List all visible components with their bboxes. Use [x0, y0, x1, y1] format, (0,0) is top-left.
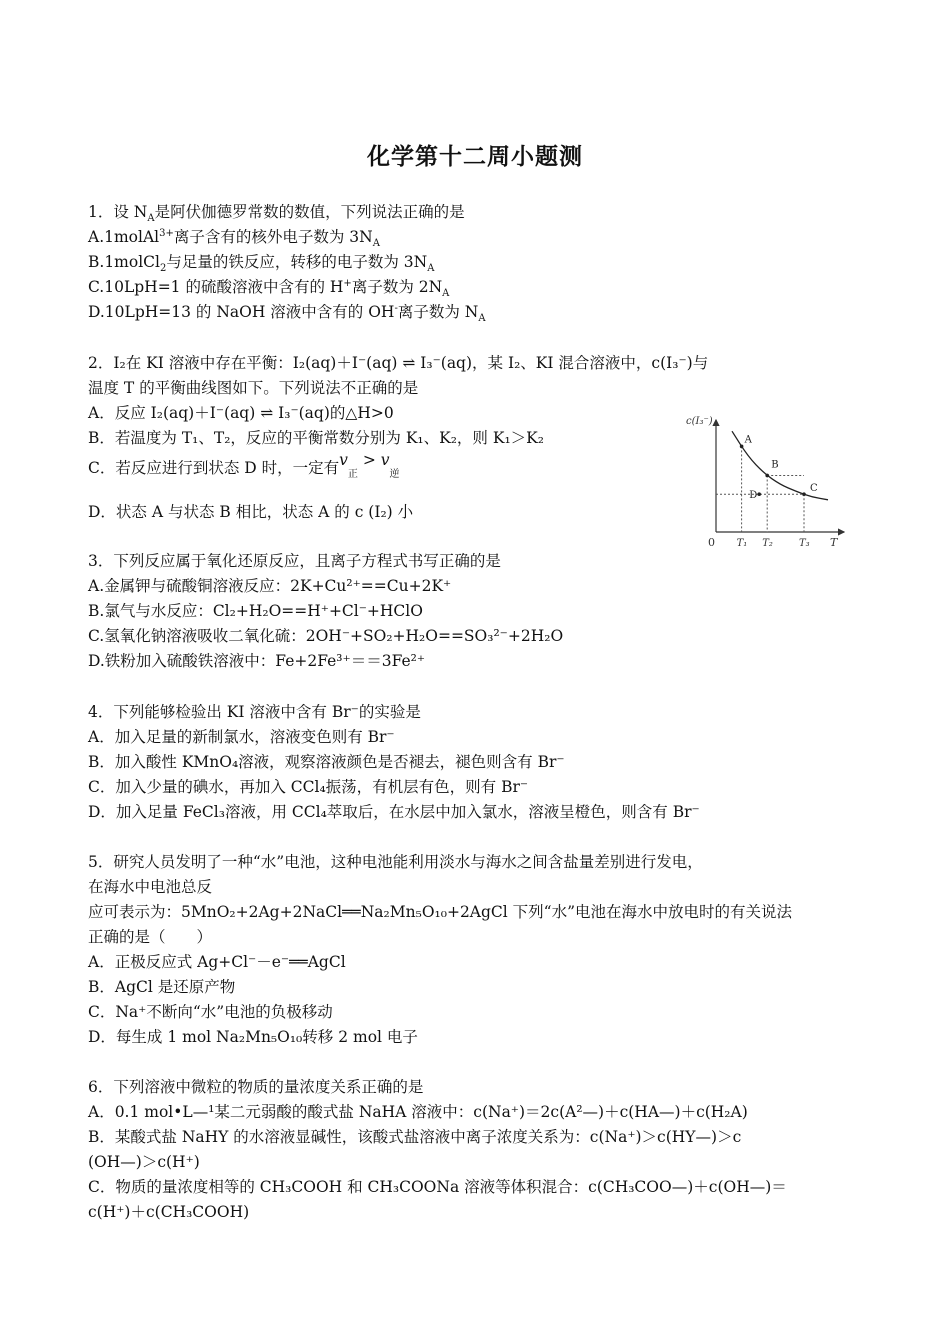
q6-option-b-line1: B．某酸式盐 NaHY 的水溶液显碱性，该酸式盐溶液中离子浓度关系为：c(Na⁺)＞c(HY—)＞c — [88, 1128, 742, 1146]
q5-option-c: C．Na⁺不断向“水”电池的负极移动 — [88, 1003, 333, 1021]
q4-stem: 4．下列能够检验出 KI 溶液中含有 Br⁻的实验是 — [88, 703, 421, 721]
point-d — [757, 492, 761, 496]
q5-stem-line3: 应可表示为：5MnO₂+2Ag+2NaCl══Na₂Mn₅O₁₀+2AgCl 下列“水”电池在海水中放电时的有关说法 — [88, 903, 793, 921]
q3-option-c: C.氢氧化钠溶液吸收二氧化硫：2OH⁻+SO₂+H₂O==SO₃²⁻+2H₂O — [88, 627, 564, 645]
q6-option-c-line2: c(H⁺)＋c(CH₃COOH) — [88, 1203, 250, 1221]
q1-option-a: A.1molAl$^{3+}$离子含有的核外电子数为 $3N_A$ — [88, 227, 380, 250]
point-c — [802, 492, 806, 496]
q5-stem-line2: 在海水中电池总反 — [88, 878, 213, 896]
q5-stem-line1: 5．研究人员发明了一种“水”电池，这种电池能利用淡水与海水之间含盐量差别进行发电， — [88, 853, 703, 871]
x-tick-label: T₃ — [799, 538, 810, 549]
q4-option-d: D．加入足量 FeCl₃溶液，用 CCl₄萃取后，在水层中加入氯水，溶液呈橙色，则含有 Br⁻ — [88, 803, 700, 821]
q5-option-b: B．AgCl 是还原产物 — [88, 978, 236, 996]
x-tick-label: T₁ — [736, 538, 748, 549]
q1-option-d: D.10LpH=13 的 NaOH 溶液中含有的 OH-离子数为 $N_A$ — [88, 302, 486, 325]
q1-option-c: C.10LpH=1 的硫酸溶液中含有的 H+离子数为 $2N_A$ — [88, 277, 450, 300]
point-a — [740, 445, 744, 449]
q4-option-c: C．加入少量的碘水，再加入 CCl₄振荡，有机层有色，则有 Br⁻ — [88, 778, 529, 796]
x-axis-label: T — [830, 536, 838, 549]
q2-option-b: B．若温度为 T₁、T₂，反应的平衡常数分别为 K₁、K₂，则 K₁＞K₂ — [88, 429, 544, 447]
q6-option-c-line1: C．物质的量浓度相等的 CH₃COOH 和 CH₃COONa 溶液等体积混合：c(CH₃COO—)＋c(OH—)＝ — [88, 1178, 787, 1196]
q5-stem-line4: 正确的是（ ） — [88, 928, 213, 946]
point-label-d: D — [749, 490, 758, 502]
q3-option-d: D.铁粉加入硫酸铁溶液中：Fe+2Fe³⁺＝＝3Fe²⁺ — [88, 652, 426, 670]
origin-label: 0 — [708, 536, 715, 549]
page-title: 化学第十二周小题测 — [367, 143, 583, 170]
q2-option-d: D．状态 A 与状态 B 相比，状态 A 的 c (I₂) 小 — [88, 503, 414, 521]
y-axis-label: c(I₃⁻) — [686, 416, 713, 427]
q1-option-b: B.1molCl$_2$与足量的铁反应，转移的电子数为 $3N_A$ — [88, 253, 435, 275]
q6-option-a: A．0.1 mol•L—¹某二元弱酸的酸式盐 NaHA 溶液中：c(Na⁺)＝2c(A²—)＋c(HA—)＋c(H₂A) — [88, 1103, 748, 1121]
q4-option-b: B．加入酸性 KMnO₄溶液，观察溶液颜色是否褪去，褪色则含有 Br⁻ — [88, 753, 565, 771]
q5-option-d: D．每生成 1 mol Na₂Mn₅O₁₀转移 2 mol 电子 — [88, 1028, 418, 1046]
x-tick-label: T₂ — [762, 538, 773, 549]
q2-stem-line2: 温度 T 的平衡曲线图如下。下列说法不正确的是 — [88, 379, 419, 397]
q2-stem-line1: 2．I₂在 KI 溶液中存在平衡：I₂(aq)＋I⁻(aq) ⇌ I₃⁻(aq)，某 I₂、KI 混合溶液中，c(I₃⁻)与 — [88, 354, 709, 372]
q3-stem: 3．下列反应属于氧化还原反应，且离子方程式书写正确的是 — [88, 552, 501, 570]
equilibrium-curve-chart — [676, 408, 876, 560]
q2-option-c: C．若反应进行到状态 D 时，一定有$v_正 > v_逆$ — [88, 451, 400, 481]
q2-option-a: A．反应 I₂(aq)＋I⁻(aq) ⇌ I₃⁻(aq)的△H>0 — [88, 404, 394, 422]
point-label-b: B — [771, 459, 779, 471]
q3-option-a: A.金属钾与硫酸铜溶液反应：2K+Cu²⁺==Cu+2K⁺ — [88, 577, 452, 595]
q3-option-b: B.氯气与水反应：Cl₂+H₂O==H⁺+Cl⁻+HClO — [88, 602, 423, 620]
point-label-c: C — [810, 483, 818, 495]
q1-stem: 1．设 $N_A$是阿伏伽德罗常数的数值，下列说法正确的是 — [88, 203, 465, 225]
point-label-a: A — [744, 434, 752, 446]
point-b — [765, 474, 769, 478]
q6-stem: 6．下列溶液中微粒的物质的量浓度关系正确的是 — [88, 1078, 424, 1096]
q6-option-b-line2: (OH—)＞c(H⁺) — [88, 1153, 200, 1171]
q5-option-a: A．正极反应式 Ag+Cl⁻－e⁻══AgCl — [88, 953, 346, 971]
q4-option-a: A．加入足量的新制氯水，溶液变色则有 Br⁻ — [88, 728, 395, 746]
